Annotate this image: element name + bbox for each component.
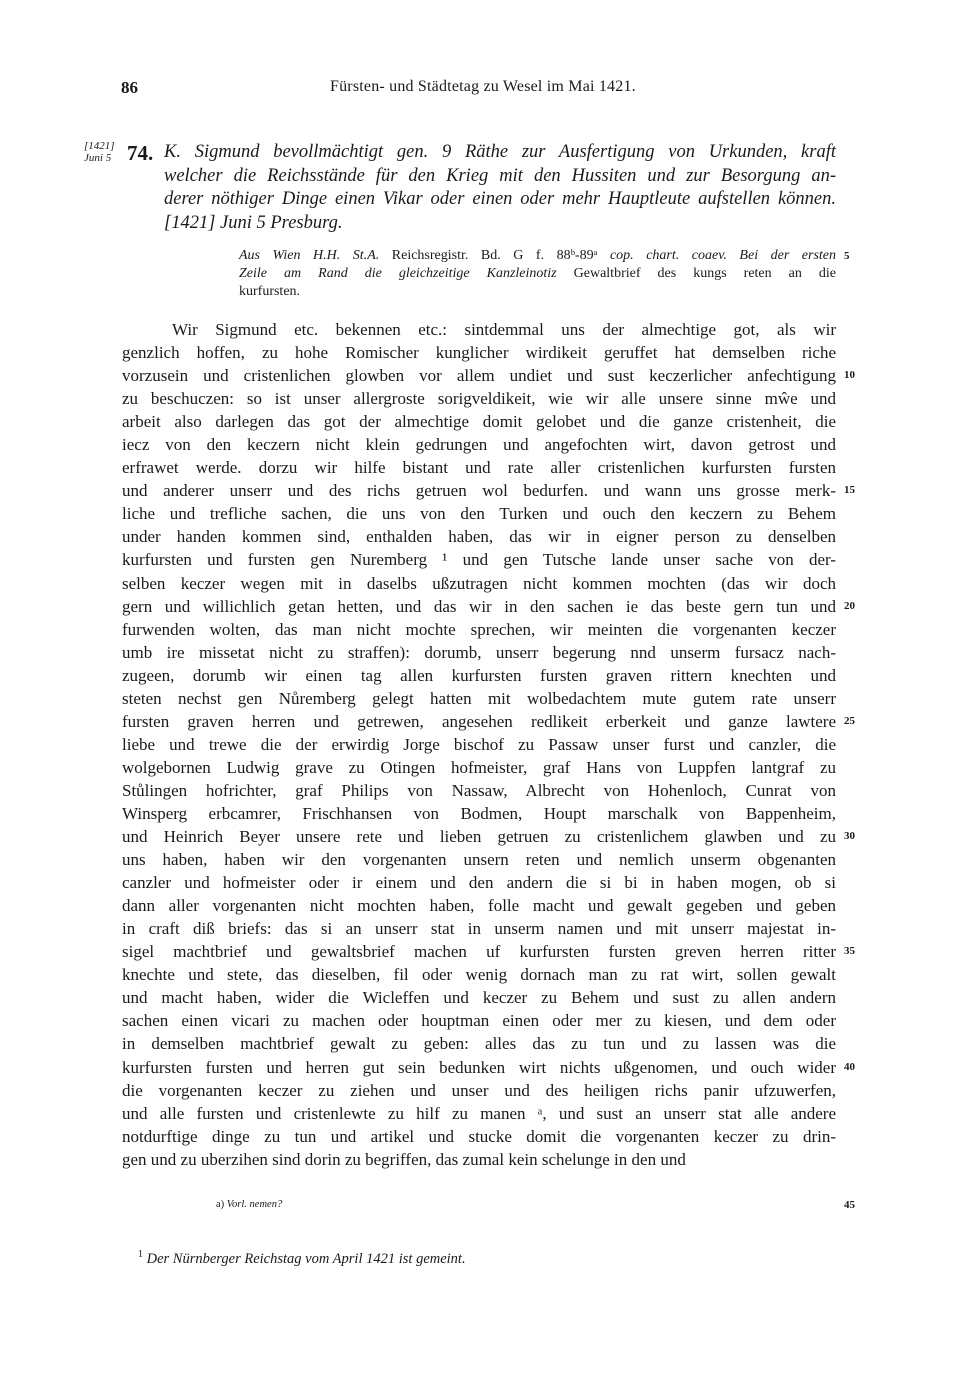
body-line: uns haben, haben wir den vorgenanten unsern reten und nemlich unserm obgenanten — [122, 850, 836, 870]
body-line: zugeen, dorumb wir einen tag allen kurfursten fursten graven rittern knechten und — [122, 665, 836, 685]
body-line: liebe und trewe die der erwirdig Jorge bischof zu Passaw unser furst und canzler, die — [122, 734, 836, 754]
body-line: canzler und hofmeister oder ir einem und den andern die si bi in haben mogen, ob si — [122, 873, 836, 893]
body-line: fursten graven herren und getrewen, angesehen redlikeit erberkeit und ganze lawtere — [122, 711, 836, 731]
regest-summary — [164, 141, 836, 235]
source-roman: Reichsregistr. Bd. G f. 88ᵇ-89ᵃ — [379, 248, 610, 263]
regest-line: K. Sigmund bevollmächtigt gen. 9 Räthe zur Ausfertigung von Urkunden, kraft — [164, 142, 836, 162]
source-italic: Zeile am Rand die gleichzeitige Kanzleinotiz — [239, 266, 557, 281]
body-line: vorzusein und cristenlichen glowben vor allem undiet und sust keczerlicher anfechtigung — [122, 366, 836, 386]
margin-date-day: Juni 5 — [84, 152, 112, 164]
note-text: Vorl. nemen? — [226, 1199, 283, 1210]
body-line: und macht haben, wider die Wicleffen und keczer zu Behem und sust zu allen andern — [122, 988, 836, 1008]
body-line: gen und zu uberzihen sind dorin zu begriffen, das zumal kein schelunge in den und — [122, 1149, 686, 1169]
body-line: liche und trefliche sachen, die uns von den Turken und ouch den keczern zu Behem — [122, 504, 836, 524]
source-roman: Gewaltbrief des kungs reten an die — [556, 266, 836, 281]
source-italic: cop. chart. coaev. Bei der ersten — [609, 248, 837, 263]
line-number: 35 — [844, 945, 855, 958]
running-title: Fürsten- und Städtetag zu Wesel im Mai 1421. — [330, 78, 636, 95]
source-italic: Aus Wien H.H. St.A. — [239, 248, 380, 263]
body-line: knechte und stete, das dieselben, fil oder wenig dornach man zu rat wirt, sollen gewalt — [122, 965, 836, 985]
body-line: under handen kommen sind, enthalden haben, das wir in eigner person zu denselben — [122, 527, 836, 547]
line-number: 30 — [844, 830, 855, 843]
body-line: und Heinrich Beyer unsere rete und lieben getruen zu cristenlichem glawben und zu — [122, 827, 836, 847]
body-line: umb ire missetat nicht zu straffen): dorumb, unserr begerung nnd unserm fursacz nach- — [122, 642, 836, 662]
body-line: iecz von den keczern nicht klein gedrungen und angefochten wirt, davon getrost und — [122, 435, 836, 455]
line-number: 10 — [844, 369, 855, 382]
line-number: 20 — [844, 599, 855, 612]
footnote-mark: 1 — [138, 1249, 143, 1260]
line-number: 25 — [844, 714, 855, 727]
regest-line: [1421] Juni 5 Presburg. — [164, 212, 343, 233]
body-line: zu beschuczen: so ist unser allergroste sorigveldikeit, wie wir alle unsere sinne mŵe und — [122, 389, 836, 409]
body-line: und anderer unserr und des richs getruen wol bedurfen. und wann uns grosse merk- — [122, 481, 836, 501]
line-number: 45 — [844, 1199, 855, 1211]
body-line: dann aller vorgenanten nicht mochten haben, folle macht und gewalt gegeben und geben — [122, 896, 836, 916]
text-critical-note — [216, 1199, 282, 1210]
body-line: Wir Sigmund etc. bekennen etc.: sintdemmal uns der almechtige got, als wir — [172, 320, 836, 339]
source-line — [239, 283, 836, 301]
body-line: in demselben machtbrief gewalt zu geben: alles das zu tun und zu lassen was die — [122, 1034, 836, 1054]
source-line — [239, 247, 836, 265]
footnote — [138, 1249, 466, 1268]
page-number: 86 — [121, 78, 138, 97]
body-line: wolgebornen Ludwig grave zu Otingen hofmeister, graf Hans von Luppfen lantgraf zu — [122, 757, 836, 777]
regest-line: welcher die Reichsstände für den Krieg mit den Hussiten und zur Besorgung an- — [164, 165, 836, 186]
document-body — [122, 318, 836, 1171]
entry-number: 74. — [127, 141, 154, 165]
body-line: Stůlingen hofrichter, graf Philips von Nassaw, Albrecht von Hohenloch, Cunrat von — [122, 780, 836, 800]
body-line: arbeit also darlegen das got der almechtige domit gelobet und die ganze cristenheit, die — [122, 412, 836, 432]
line-number: 5 — [844, 250, 850, 262]
body-line: Winsperg erbcamrer, Frischhansen von Bodmen, Houpt marschalk von Bappenheim, — [122, 803, 836, 823]
footnote-text: Der Nürnberger Reichstag vom April 1421 ist gemeint. — [146, 1250, 466, 1267]
source-roman: kurfursten. — [239, 284, 301, 299]
body-line: genzlich hoffen, zu hohe Romischer kunglicher wirdikeit geruffet hat demselben riche — [122, 343, 836, 363]
regest-line: derer nöthiger Dinge einen Vikar oder einen oder mehr Hauptleute aufstellen können. — [164, 189, 836, 209]
body-line: furwenden wolten, das man nicht mochte sprechen, wir meinten die vorgenanten keczer — [122, 619, 836, 639]
body-line: und alle fursten und cristenlewte zu hilf zu manen ᵃ, und sust an unserr stat alle andere — [122, 1103, 836, 1123]
body-line: kurfursten und fursten gen Nuremberg ¹ und gen Tutsche lande unser sache von der- — [122, 550, 836, 570]
source-line — [239, 265, 836, 283]
body-line: selben keczer wegen mit in daselbs ußzutragen nicht kommen mochten (das wir doch — [122, 573, 836, 593]
margin-date — [84, 140, 115, 164]
source-note — [239, 247, 836, 301]
margin-date-year: [1421] — [84, 140, 115, 152]
body-line: steten nechst gen Nůremberg gelegt hatten mit wolbedachtem mute gutem rate unserr — [122, 688, 836, 708]
body-line: gern und willichlich getan hetten, und das wir in den sachen ie das beste gern tun und — [122, 596, 836, 616]
body-line: erfrawet werde. dorzu wir hilfe bistant und rate aller cristenlichen kurfursten fursten — [122, 458, 836, 478]
body-line: die vorgenanten keczer zu ziehen und unser und des heiligen richs panir ufzuwerfen, — [122, 1080, 836, 1100]
body-line: sachen einen vicari zu machen oder houptman einen oder mer zu kiesen, und dem oder — [122, 1011, 836, 1031]
body-line: sigel machtbrief und gewaltsbrief machen uf kurfursten fursten greven herren ritter — [122, 942, 836, 962]
body-line: notdurftige dinge zu tun und artikel und stucke domit die vorgenanten keczer zu drin- — [122, 1126, 836, 1146]
note-label: a) — [216, 1199, 225, 1210]
line-number: 15 — [844, 484, 855, 497]
body-line: kurfursten fursten und herren gut sein bedunken wirt nichts ußgenomen, und ouch wider — [122, 1057, 836, 1077]
body-line: in craft diß briefs: das si an unserr stat in unserm namen und mit unserr majestat in- — [122, 919, 836, 939]
line-number: 40 — [844, 1060, 855, 1073]
